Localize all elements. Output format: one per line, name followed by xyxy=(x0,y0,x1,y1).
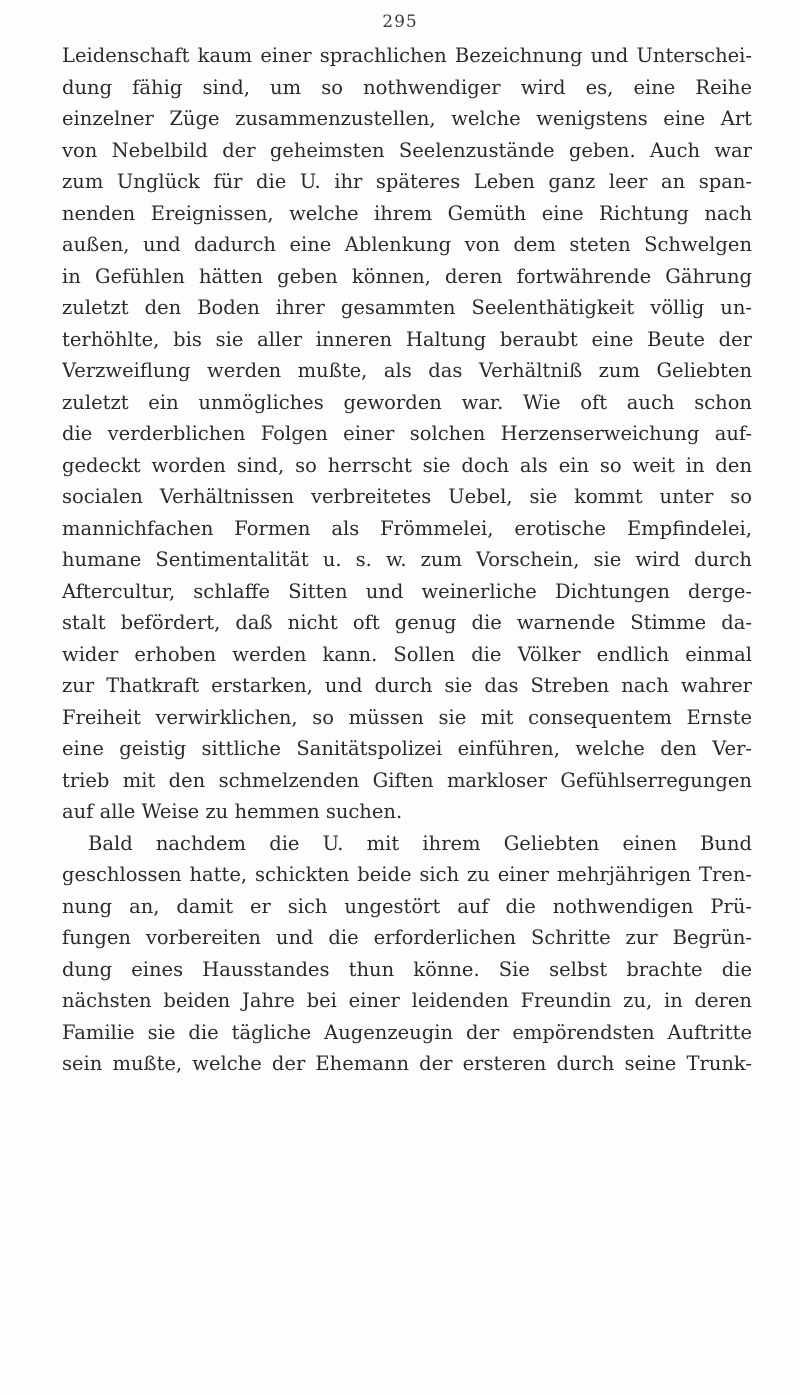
text-line: trieb mit den schmelzenden Giften markloser Gefühlserregungen xyxy=(62,768,752,792)
text-line: zur Thatkraft erstarken, und durch sie das Streben nach wahrer xyxy=(62,674,752,697)
text-line: geschlossen hatte, schickten beide sich zu einer mehrjährigen Tren- xyxy=(62,863,752,886)
page-number: 295 xyxy=(382,12,418,32)
text-line: humane Sentimentalität u. s. w. zum Vorschein, sie wird durch xyxy=(62,548,752,571)
text-line: nung an, damit er sich ungestört auf die nothwendigen Prü- xyxy=(62,894,752,918)
text-line: Freiheit verwirklichen, so müssen sie mit consequentem Ernste xyxy=(62,705,752,729)
text-line: wider erhoben werden kann. Sollen die Völker endlich einmal xyxy=(62,642,752,666)
text-line: Familie sie die tägliche Augenzeugin der empörendsten Auftritte xyxy=(62,1020,752,1044)
text-line: zum Unglück für die U. ihr späteres Leben ganz leer an span- xyxy=(62,170,752,193)
text-line: außen, und dadurch eine Ablenkung von dem steten Schwelgen xyxy=(62,233,752,256)
text-line: fungen vorbereiten und die erforderlichen Schritte zur Begrün- xyxy=(62,926,752,949)
text-line: Aftercultur, schlaffe Sitten und weinerliche Dichtungen derge- xyxy=(62,579,752,603)
text-line: nenden Ereignissen, welche ihrem Gemüth eine Richtung nach xyxy=(62,201,752,225)
text-line: gedeckt worden sind, so herrscht sie doch als ein so weit in den xyxy=(62,453,752,477)
text-line: einzelner Züge zusammenzustellen, welche wenigstens eine Art xyxy=(62,107,752,130)
text-line: dung eines Hausstandes thun könne. Sie selbst brachte die xyxy=(62,957,752,981)
text-line: die verderblichen Folgen einer solchen Herzenserweichung auf- xyxy=(62,422,752,445)
text-line: Verzweiflung werden mußte, als das Verhältniß zum Geliebten xyxy=(62,359,752,382)
body-text xyxy=(62,40,752,1080)
text-line: mannichfachen Formen als Frömmelei, erotische Empfindelei, xyxy=(62,516,752,540)
text-line: Leidenschaft kaum einer sprachlichen Bezeichnung und Unterschei- xyxy=(62,44,752,67)
text-line: zuletzt ein unmögliches geworden war. Wie oft auch schon xyxy=(62,390,752,414)
text-line: von Nebelbild der geheimsten Seelenzustände geben. Auch war xyxy=(62,138,752,162)
text-line: zuletzt den Boden ihrer gesammten Seelenthätigkeit völlig un- xyxy=(62,296,752,319)
text-line-paragraph-start: Bald nachdem die U. mit ihrem Geliebten einen Bund xyxy=(88,831,752,855)
text-line: eine geistig sittliche Sanitätspolizei einführen, welche den Ver- xyxy=(62,737,752,760)
text-line-paragraph-end: auf alle Weise zu hemmen suchen. xyxy=(62,800,403,823)
text-line: socialen Verhältnissen verbreitetes Uebel, sie kommt unter so xyxy=(62,485,752,508)
text-line: sein mußte, welche der Ehemann der ersteren durch seine Trunk- xyxy=(62,1052,752,1075)
text-line: dung fähig sind, um so nothwendiger wird es, eine Reihe xyxy=(62,75,752,99)
text-line: stalt befördert, daß nicht oft genug die warnende Stimme da- xyxy=(62,611,752,634)
text-line: in Gefühlen hätten geben können, deren fortwährende Gährung xyxy=(62,264,752,288)
text-line: terhöhlte, bis sie aller inneren Haltung beraubt eine Beute der xyxy=(62,327,752,351)
text-line: nächsten beiden Jahre bei einer leidenden Freundin zu, in deren xyxy=(62,989,752,1012)
